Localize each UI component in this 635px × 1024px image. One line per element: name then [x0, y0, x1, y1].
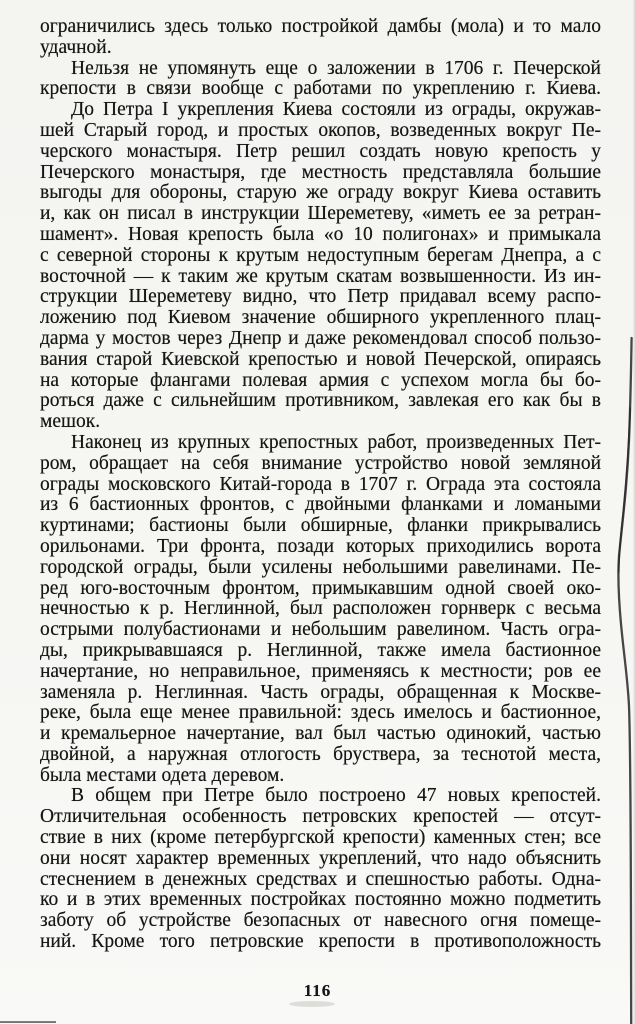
- text-line: городской ограды, были усилены небольшими равелинами. Пе-: [40, 557, 601, 578]
- text-line: двойной, а наружная отлогость бруствера, за теснотой места,: [40, 744, 601, 765]
- text-line: начертание, но неправильное, применяясь к местности; ров ее: [40, 661, 601, 682]
- text-line: В общем при Петре было построено 47 новых крепостей.: [71, 786, 601, 807]
- text-line: ствие в них (кроме петербургской крепости) каменных стен; все: [40, 828, 601, 849]
- text-line: куртинами; бастионы были обширные, фланки прикрывались: [40, 516, 601, 537]
- text-line: ром, обращает на себя внимание устройство новой земляной: [40, 453, 601, 474]
- text-line: Наконец из крупных крепостных работ, произведенных Пет-: [71, 432, 601, 453]
- paragraph: [40, 59, 601, 101]
- paragraph: [40, 433, 601, 787]
- text-line: ко и в этих временных постройках постоянно можно подметить: [40, 890, 601, 911]
- text-line: ред юго-восточным фронтом, примыкавшим одной своей око-: [40, 578, 601, 599]
- text-line: ний. Кроме того петровские крепости в противоположность: [40, 932, 601, 953]
- text-line: ды, прикрывавшаяся р. Неглинной, также имела бастионное: [40, 640, 601, 661]
- text-line: и кремальерное начертание, вал был частью одинокий, частью: [40, 724, 601, 745]
- text-line: крепости в связи вообще с работами по укреплению г. Киева.: [40, 79, 601, 100]
- text-line: реке, была еще менее правильной: здесь имелось и бастионное,: [40, 703, 601, 724]
- text-line: шамент». Новая крепость была «о 10 полигонах» и примыкала: [40, 224, 601, 245]
- text-line: До Петра I укрепления Киева состояли из ограды, окружав-: [71, 100, 601, 121]
- text-line: мешок.: [40, 412, 101, 433]
- text-line: удачной.: [40, 37, 112, 58]
- page-text: [40, 17, 601, 953]
- text-line: выгоды для обороны, старую же ограду вокруг Киева оставить: [40, 183, 601, 204]
- text-line: заботу об устройстве безопасных от навесного огня помеще-: [40, 911, 601, 932]
- text-line: Нельзя не упомянуть еще о заложении в 1706 г. Печерской: [71, 58, 601, 79]
- text-line: стеснением в денежных средствах и спешностью работы. Одна-: [40, 869, 601, 890]
- text-line: ограничились здесь только постройкой дамбы (мола) и то мало: [40, 17, 601, 37]
- text-line: струкции Шереметеву видно, что Петр придавал всему распо-: [40, 287, 601, 308]
- paragraph: [40, 100, 601, 433]
- scan-edge-curve: [618, 338, 631, 1024]
- text-line: острыми полубастионами и небольшим равелином. Часть огра-: [40, 620, 601, 641]
- text-line: орильонами. Три фронта, позади которых приходились ворота: [40, 536, 601, 557]
- text-line: черского монастыря. Петр решил создать новую крепость у: [40, 141, 601, 162]
- text-line: вания старой Киевской крепостью и новой Печерской, опираясь: [40, 349, 601, 370]
- text-line: дарма у мостов через Днепр и даже рекомендовал способ пользо-: [40, 328, 601, 349]
- paragraph: [40, 17, 601, 59]
- scan-smudge: [289, 1001, 335, 1007]
- text-line: шей Старый город, и простых окопов, возведенных вокруг Пе-: [40, 120, 601, 141]
- text-line: была местами одета деревом.: [40, 765, 285, 786]
- text-line: заменяла р. Неглинная. Часть ограды, обращенная к Москве-: [40, 682, 601, 703]
- text-line: ограды московского Китай-города в 1707 г. Ограда эта состояла: [40, 474, 601, 495]
- text-line: из 6 бастионных фронтов, с двойными фланками и ломаными: [40, 495, 601, 516]
- scan-bottom-left-line: [0, 1021, 56, 1023]
- text-line: ложению под Киевом значение обширного укрепленного плац-: [40, 308, 601, 329]
- text-line: восточной — к таким же крутым скатам возвышенности. Из ин-: [40, 266, 601, 287]
- text-line: Печерского монастыря, где местность представляла большие: [40, 162, 601, 183]
- scan-edge-curve-thick: [619, 408, 631, 572]
- text-line: роться даже с сильнейшим противником, завлекая его как бы в: [40, 391, 601, 412]
- paragraph: [40, 786, 601, 952]
- text-line: нечностью к р. Неглинной, был расположен горнверк с весьма: [40, 599, 601, 620]
- text-line: Отличительная особенность петровских крепостей — отсут-: [40, 807, 601, 828]
- page-number: 116: [303, 981, 332, 1000]
- text-line: на которые флангами полевая армия с успехом могла бы бо-: [40, 370, 601, 391]
- text-line: и, как он писал в инструкции Шереметеву, «иметь ее за ретран-: [40, 204, 601, 225]
- text-line: они носят характер временных укреплений, что надо объяснить: [40, 848, 601, 869]
- text-line: с северной стороны к крутым недоступным берегам Днепра, а с: [40, 245, 601, 266]
